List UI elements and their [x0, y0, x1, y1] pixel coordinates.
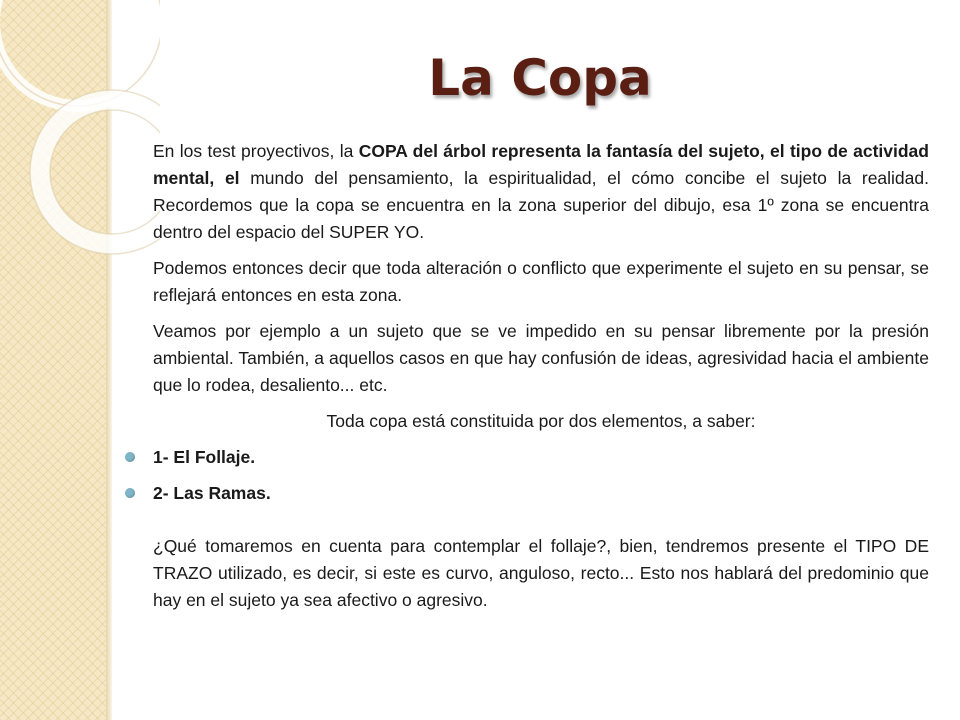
paragraph-text: En los test proyectivos, la — [153, 141, 359, 161]
slide-title: La Copa — [428, 49, 652, 107]
paragraph-text: mundo del pensamiento, la espiritualidad, el cómo concibe el sujeto la realidad. Recordemos que la copa se encuentra en la zona superior del dibujo, esa 1º zona se encuentra dentro del espacio del SUPER YO. — [153, 168, 929, 242]
paragraph-copa-definition — [153, 138, 929, 246]
list-item-label: 2- Las Ramas. — [153, 483, 271, 503]
list-item — [123, 480, 929, 507]
list-item-label: 1- El Follaje. — [153, 447, 256, 467]
paragraph-alteration: Podemos entonces decir que toda alteración o conflicto que experimente el sujeto en su pensar, se reflejará entonces en esta zona. — [153, 258, 929, 305]
bullet-dot-icon — [125, 452, 135, 462]
paragraph-follaje: ¿Qué tomaremos en cuenta para contemplar el follaje?, bien, tendremos presente el TIPO DE TRAZO utilizado, es decir, si este es curvo, anguloso, recto... Esto nos hablará del predominio que hay en el sujeto ya sea afectivo o agresivo. — [153, 536, 929, 610]
slide-body — [123, 138, 929, 623]
elements-list — [123, 444, 929, 507]
list-item — [123, 444, 929, 471]
bullet-dot-icon — [125, 488, 135, 498]
paragraph-example: Veamos por ejemplo a un sujeto que se ve impedido en su pensar libremente por la presión ambiental. También, a aquellos casos en que hay confusión de ideas, agresividad hacia el ambiente que lo rodea, desaliento... etc. — [153, 321, 929, 395]
bold-emphasis: COPA del árbol representa la fantasía del sujeto, el tipo de actividad mental, el — [153, 141, 929, 188]
paragraph-elements-intro: Toda copa está constituida por dos elementos, a saber: — [326, 411, 756, 431]
